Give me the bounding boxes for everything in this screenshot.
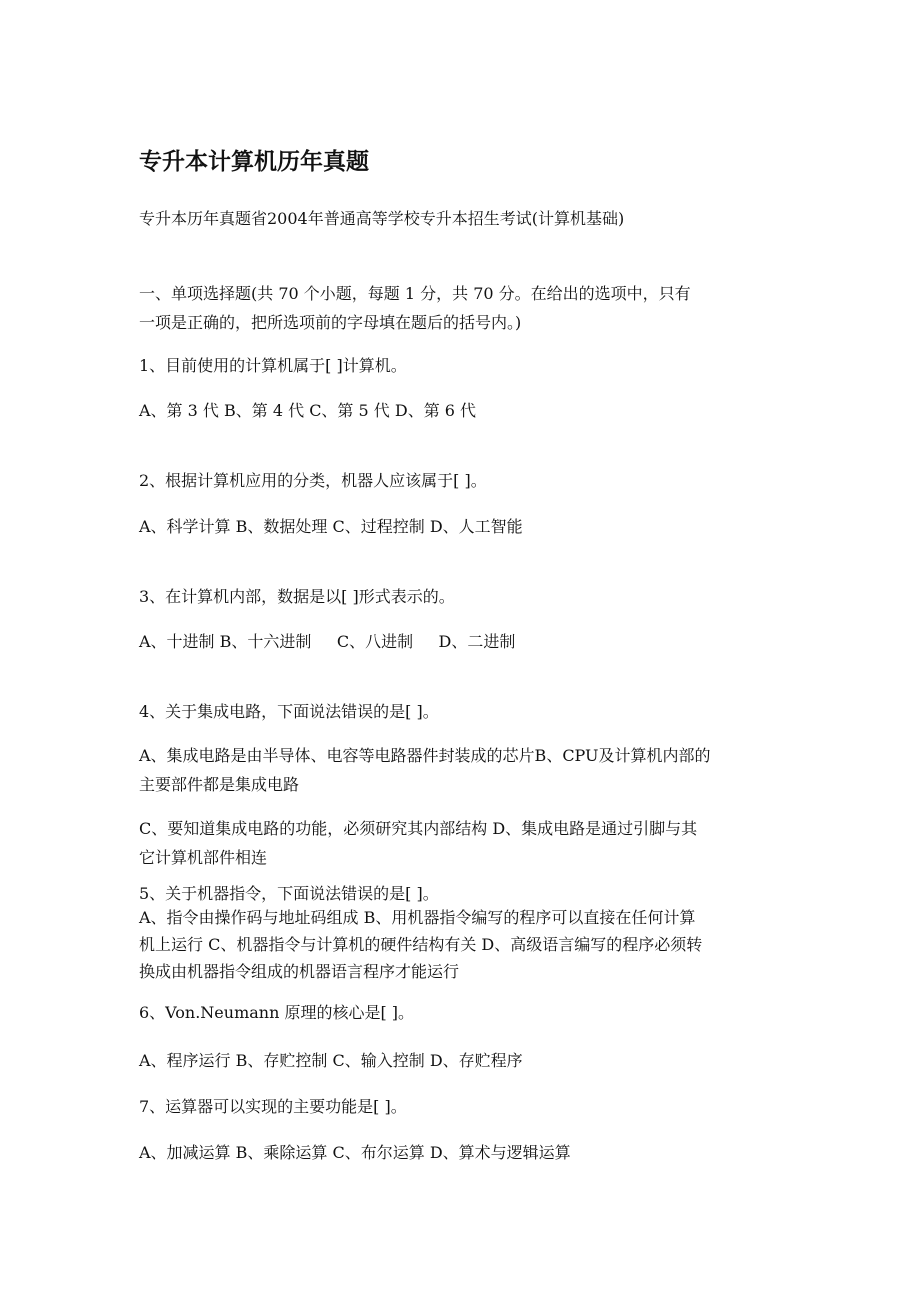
question-5: 5、关于机器指令，下面说法错误的是[ ]。: [139, 884, 439, 903]
document-title: 专升本计算机历年真题: [139, 149, 369, 175]
question-4-options-ab: 主要部件都是集成电路: [139, 775, 300, 794]
question-7: 7、运算器可以实现的主要功能是[ ]。: [139, 1097, 407, 1116]
question-1: 1、目前使用的计算机属于[ ]计算机。: [139, 356, 407, 375]
question-5-options: A、指令由操作码与地址码组成 B、用机器指令编写的程序可以直接在任何计算: [139, 908, 696, 927]
question-5-options: 换成由机器指令组成的机器语言程序才能运行: [139, 962, 460, 981]
question-3-options: A、十进制 B、十六进制 C、八进制 D、二进制: [139, 632, 516, 651]
section-heading-line: 一项是正确的，把所选项前的字母填在题后的括号内。): [139, 313, 522, 332]
question-4-options-cd: C、要知道集成电路的功能，必须研究其内部结构 D、集成电路是通过引脚与其: [139, 819, 698, 838]
question-1-options: A、第 3 代 B、第 4 代 C、第 5 代 D、第 6 代: [139, 401, 477, 420]
question-6-options: A、程序运行 B、存贮控制 C、输入控制 D、存贮程序: [139, 1051, 523, 1070]
question-6: 6、Von.Neumann 原理的核心是[ ]。: [139, 1003, 415, 1022]
question-4-options-cd: 它计算机部件相连: [139, 848, 268, 867]
question-4-options-ab: A、集成电路是由半导体、电容等电路器件封装成的芯片B、CPU及计算机内部的: [139, 746, 711, 765]
question-2-options: A、科学计算 B、数据处理 C、过程控制 D、人工智能: [139, 517, 523, 536]
question-2: 2、根据计算机应用的分类，机器人应该属于[ ]。: [139, 471, 487, 490]
question-7-options: A、加减运算 B、乘除运算 C、布尔运算 D、算术与逻辑运算: [139, 1143, 571, 1162]
subtitle: 专升本历年真题省2004年普通高等学校专升本招生考试(计算机基础): [139, 209, 625, 228]
section-heading-line: 一、单项选择题(共 70 个小题，每题 1 分，共 70 分。在给出的选项中，只有: [139, 284, 691, 303]
question-5-options: 机上运行 C、机器指令与计算机的硬件结构有关 D、高级语言编写的程序必须转: [139, 935, 703, 954]
question-4: 4、关于集成电路，下面说法错误的是[ ]。: [139, 702, 439, 721]
question-3: 3、在计算机内部，数据是以[ ]形式表示的。: [139, 587, 455, 606]
